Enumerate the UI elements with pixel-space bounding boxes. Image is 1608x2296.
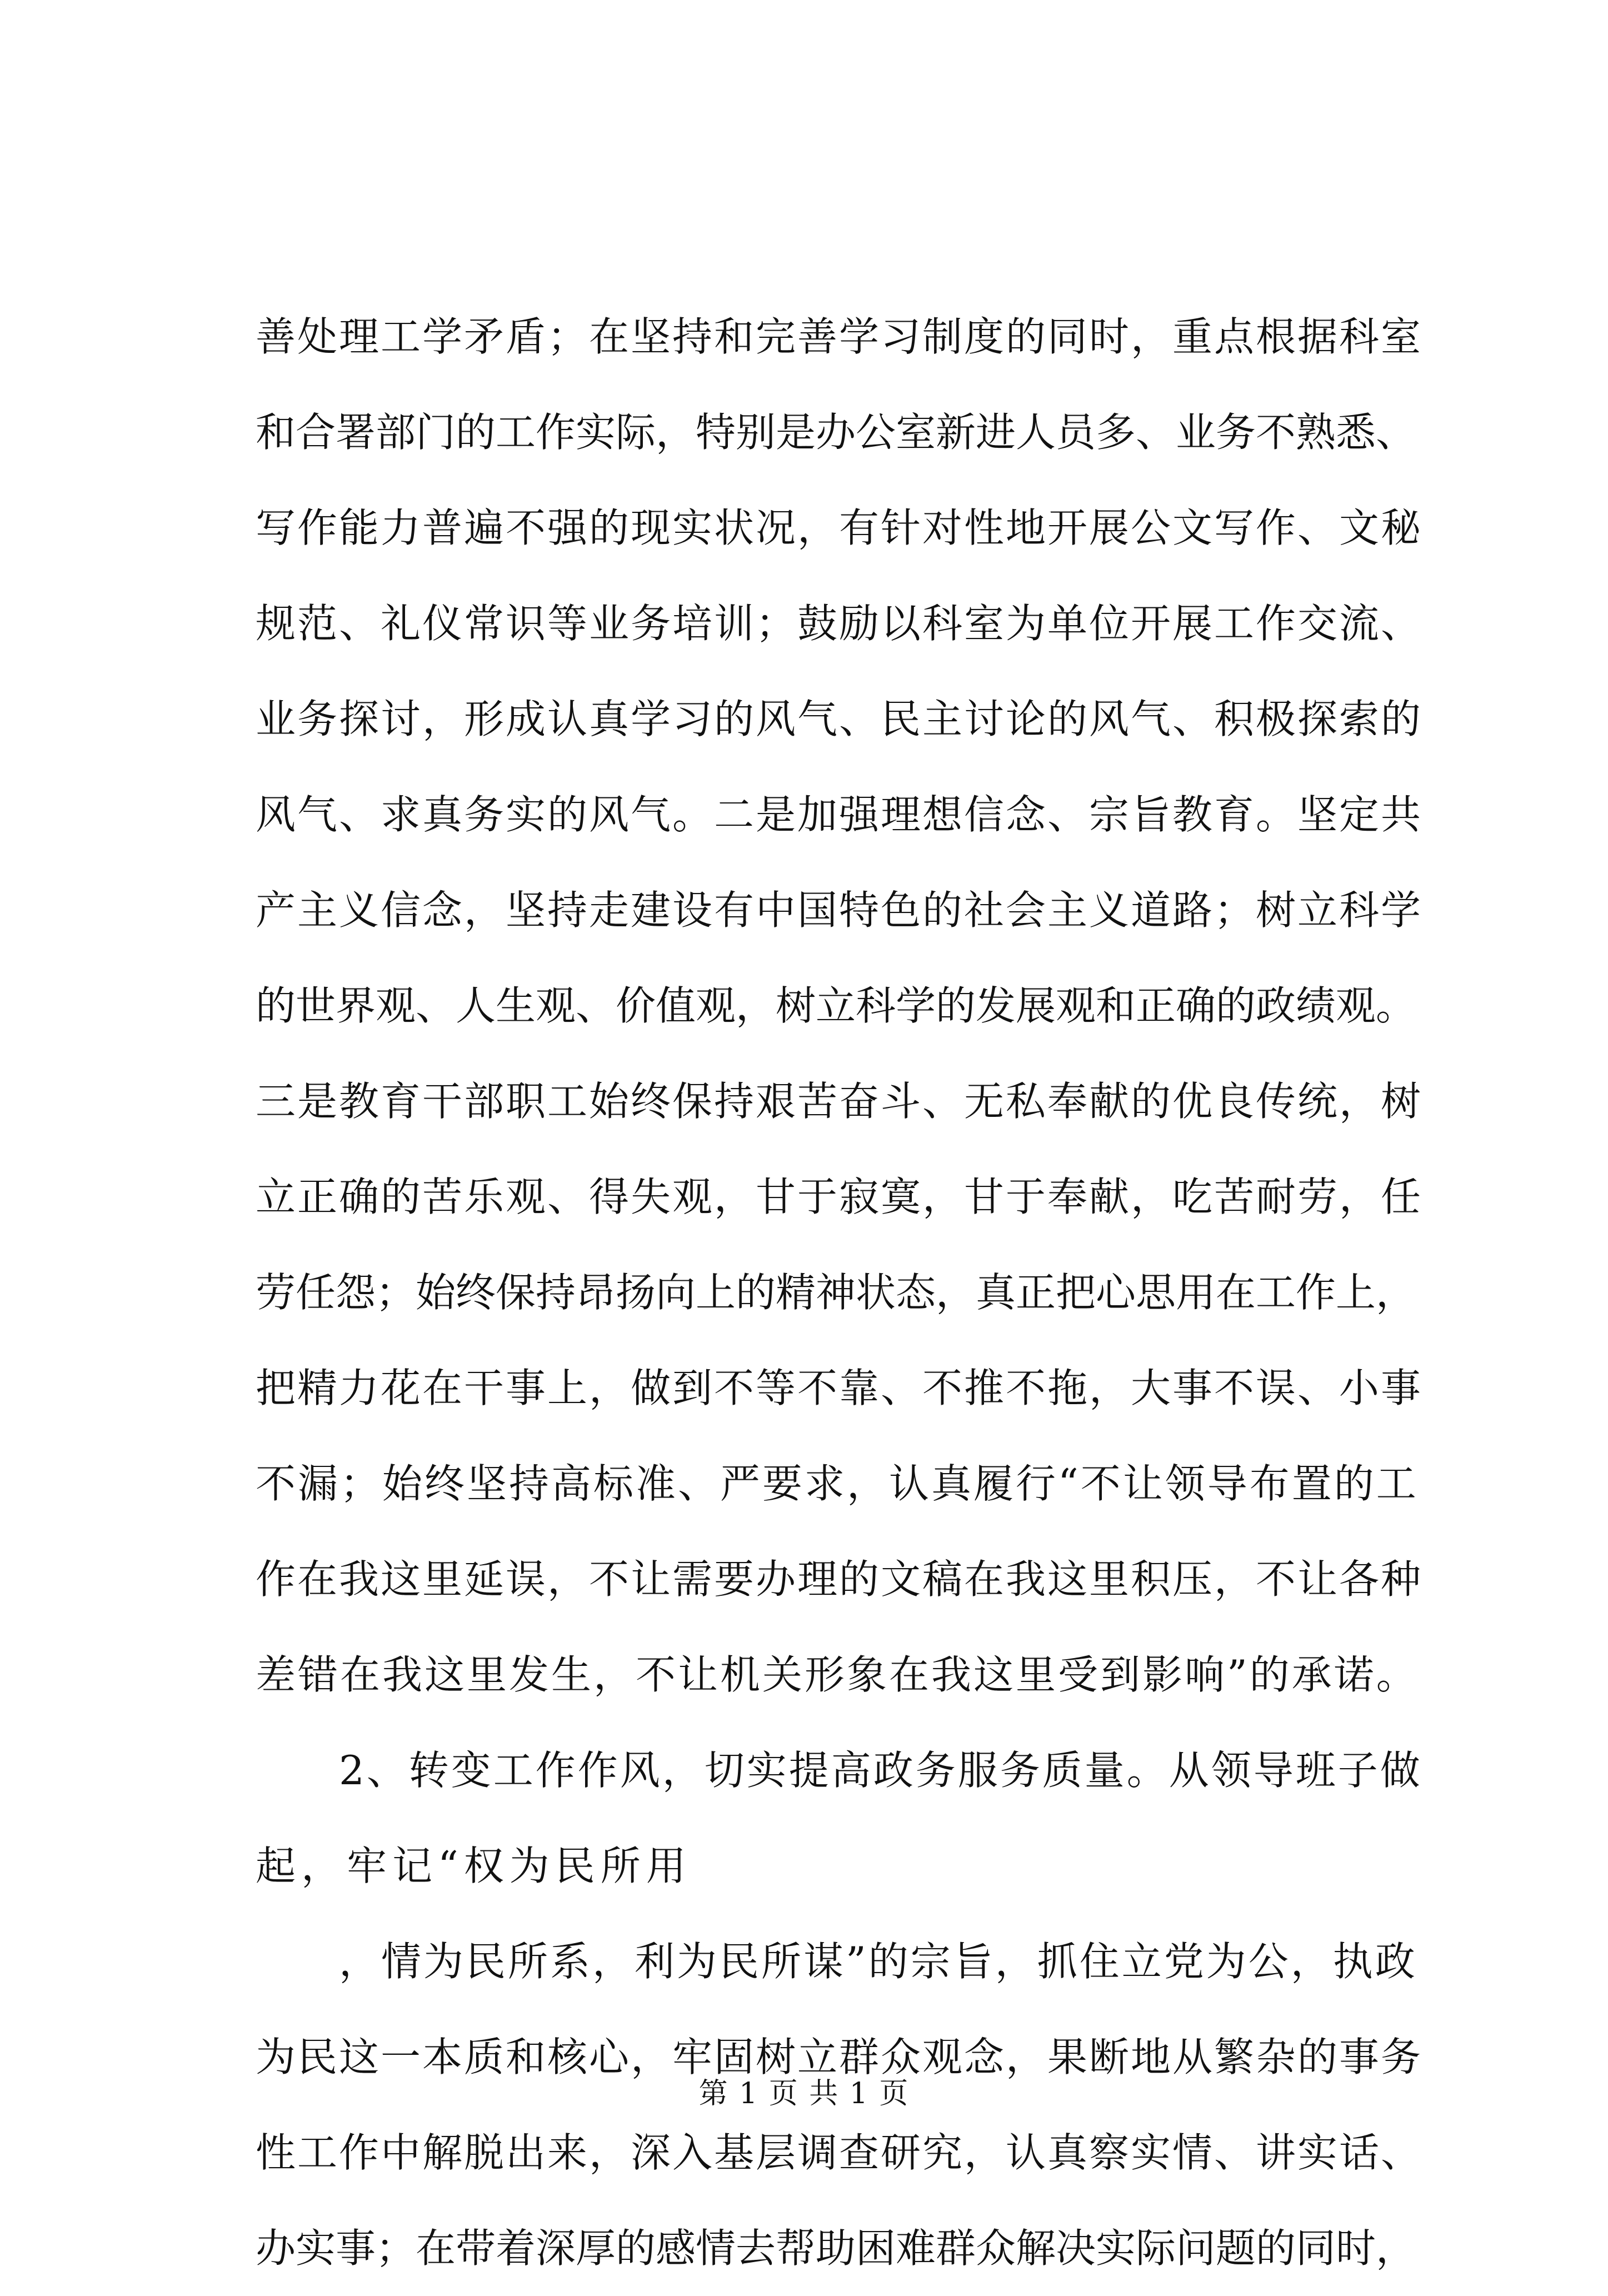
text-line: 办实事；在带着深厚的感情去帮助困难群众解决实际问题的同时， <box>256 2225 1416 2272</box>
paragraph-start-line: 2、转变工作作风，切实提高政务服务质量。从领导班子做 <box>339 1747 1422 1794</box>
text-line: 劳任怨；始终保持昂扬向上的精神状态，真正把心思用在工作上， <box>256 1269 1416 1316</box>
text-line: 写作能力普遍不强的现实状况，有针对性地开展公文写作、文秘 <box>256 505 1423 551</box>
text-line: 为民这一本质和核心，牢固树立群众观念，果断地从繁杂的事务 <box>256 2034 1423 2080</box>
text-line: 的世界观、人生观、价值观，树立科学的发展观和正确的政绩观。 <box>256 982 1416 1029</box>
text-line: 业务探讨，形成认真学习的风气、民主讨论的风气、积极探索的 <box>256 696 1423 742</box>
text-line: 不漏；始终坚持高标准、严要求，认真履行“不让领导布置的工 <box>256 1460 1419 1507</box>
text-line: 善处理工学矛盾；在坚持和完善学习制度的同时，重点根据科室 <box>256 313 1423 360</box>
text-line: 产主义信念，坚持走建设有中国特色的社会主义道路；树立科学 <box>256 887 1423 934</box>
text-line: 差错在我这里发生，不让机关形象在我这里受到影响”的承诺。 <box>256 1651 1419 1698</box>
page-number-label: 第 1 页 共 1 页 <box>698 2077 910 2110</box>
text-line: 和合署部门的工作实际，特别是办公室新进人员多、业务不熟悉、 <box>256 409 1416 456</box>
text-line: 把精力花在干事上，做到不等不靠、不推不拖，大事不误、小事 <box>256 1365 1423 1411</box>
text-line: 规范、礼仪常识等业务培训；鼓励以科室为单位开展工作交流、 <box>256 600 1423 647</box>
text-line: 立正确的苦乐观、得失观，甘于寂寞，甘于奉献，吃苦耐劳，任 <box>256 1174 1423 1220</box>
text-line: 性工作中解脱出来，深入基层调查研究，认真察实情、讲实话、 <box>256 2129 1423 2176</box>
page-footer <box>0 2070 1608 2112</box>
text-line: 三是教育干部职工始终保持艰苦奋斗、无私奉献的优良传统，树 <box>256 1078 1423 1125</box>
text-line: 作在我这里延误，不让需要办理的文稿在我这里积压，不让各种 <box>256 1556 1423 1603</box>
body-text <box>256 289 1422 2296</box>
text-line: 起，牢记“权为民所用 <box>256 1843 692 1889</box>
paragraph-start-line: ，情为民所系，利为民所谋”的宗旨，抓住立党为公，执政 <box>339 1938 1417 1985</box>
text-line: 风气、求真务实的风气。二是加强理想信念、宗旨教育。坚定共 <box>256 791 1423 838</box>
